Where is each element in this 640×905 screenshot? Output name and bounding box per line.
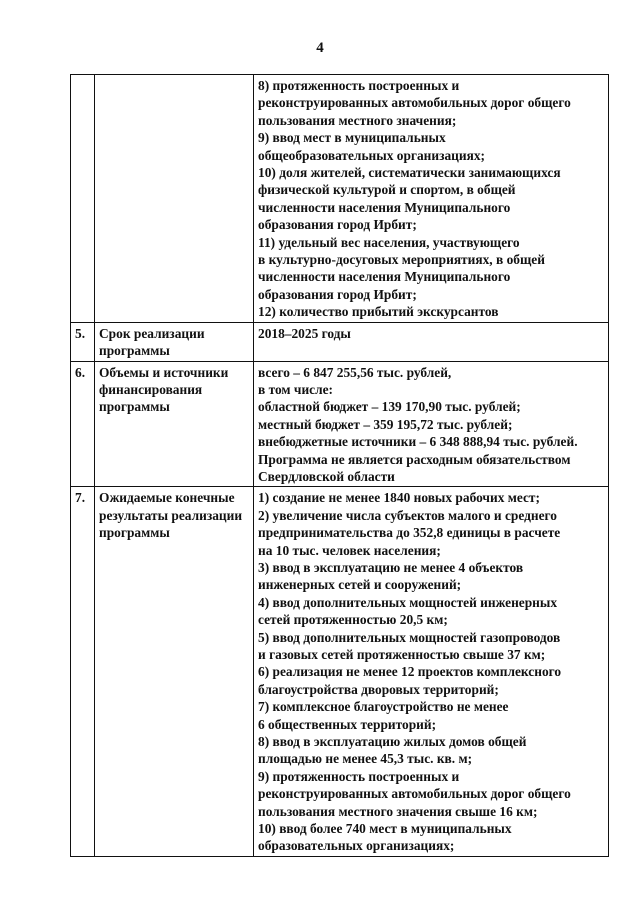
label-line: программы (99, 399, 170, 415)
table-row (71, 75, 609, 323)
label-line: программы (99, 525, 170, 541)
content-line: общеобразовательных организациях; (258, 147, 485, 163)
row-content (254, 75, 609, 323)
content-line: 12) количество прибытий экскурсантов (258, 304, 499, 320)
label-line: программы (99, 343, 170, 359)
content-line: Программа не является расходным обязательством (258, 451, 571, 467)
row-number: 6. (71, 361, 95, 487)
label-line: Срок реализации (99, 325, 205, 341)
content-line: благоустройства дворовых территорий; (258, 681, 499, 697)
program-passport-table (70, 74, 609, 857)
content-line: 11) удельный вес населения, участвующего (258, 234, 520, 250)
content-line: 9) ввод мест в муниципальных (258, 130, 446, 146)
content-line: местный бюджет – 359 195,72 тыс. рублей; (258, 416, 513, 432)
row-content (254, 487, 609, 857)
table-row (71, 361, 609, 487)
content-line: реконструированных автомобильных дорог общего (258, 95, 571, 111)
content-line: 3) ввод в эксплуатацию не менее 4 объектов (258, 559, 524, 575)
row-number: 7. (71, 487, 95, 857)
content-line: пользования местного значения; (258, 112, 457, 128)
content-line: на 10 тыс. человек населения; (258, 542, 441, 558)
row-label (95, 322, 254, 361)
content-line: 7) комплексное благоустройство не менее (258, 699, 509, 715)
content-line: областной бюджет – 139 170,90 тыс. рублей; (258, 399, 521, 415)
content-line: 8) протяженность построенных и (258, 78, 460, 93)
content-line: 5) ввод дополнительных мощностей газопроводов (258, 629, 561, 645)
content-line: предпринимательства до 352,8 единицы в расчете (258, 525, 561, 541)
content-line: 9) протяженность построенных и (258, 768, 460, 784)
label-line: Ожидаемые конечные (99, 490, 235, 506)
content-line: и газовых сетей протяженностью свыше 37 км; (258, 647, 546, 662)
content-line: Свердловской области (258, 468, 395, 484)
row-label (95, 75, 254, 323)
page-number: 4 (316, 40, 324, 56)
content-line: образования город Ирбит; (258, 286, 417, 302)
row-content (254, 361, 609, 487)
content-line: численности населения Муниципального (258, 269, 511, 285)
content-line: в том числе: (258, 381, 334, 397)
content-line: 6 общественных территорий; (258, 716, 437, 732)
content-line: 6) реализация не менее 12 проектов комплексного (258, 664, 562, 680)
content-line: 10) доля жителей, систематически занимающихся (258, 165, 561, 181)
row-label (95, 361, 254, 487)
content-line: образовательных организациях; (258, 838, 455, 854)
content-line: инженерных сетей и сооружений; (258, 577, 462, 593)
content-line: сетей протяженностью 20,5 км; (258, 612, 448, 628)
row-content (254, 322, 609, 361)
label-line: результаты реализации (99, 507, 243, 523)
content-line: 2018–2025 годы (258, 325, 351, 341)
table-row (71, 322, 609, 361)
content-line: 2) увеличение числа субъектов малого и среднего (258, 507, 557, 523)
content-line: 1) создание не менее 1840 новых рабочих мест; (258, 490, 540, 506)
table-row (71, 487, 609, 857)
row-label (95, 487, 254, 857)
content-line: реконструированных автомобильных дорог общего (258, 786, 571, 802)
content-line: пользования местного значения свыше 16 км; (258, 803, 538, 819)
content-line: в культурно-досуговых мероприятиях, в общей (258, 252, 545, 268)
content-line: площадью не менее 45,3 тыс. кв. м; (258, 751, 473, 767)
content-line: 4) ввод дополнительных мощностей инженерных (258, 594, 558, 610)
content-line: 8) ввод в эксплуатацию жилых домов общей (258, 734, 527, 750)
row-number (71, 75, 95, 323)
label-line: Объемы и источники (99, 364, 229, 380)
row-number: 5. (71, 322, 95, 361)
content-line: внебюджетные источники – 6 348 888,94 тыс. рублей. (258, 434, 578, 450)
content-line: численности населения Муниципального (258, 199, 511, 215)
label-line: финансирования (99, 381, 203, 397)
content-line: физической культурой и спортом, в общей (258, 182, 516, 198)
content-line: всего – 6 847 255,56 тыс. рублей, (258, 364, 452, 380)
content-line: образования город Ирбит; (258, 217, 417, 233)
content-line: 10) ввод более 740 мест в муниципальных (258, 821, 512, 837)
